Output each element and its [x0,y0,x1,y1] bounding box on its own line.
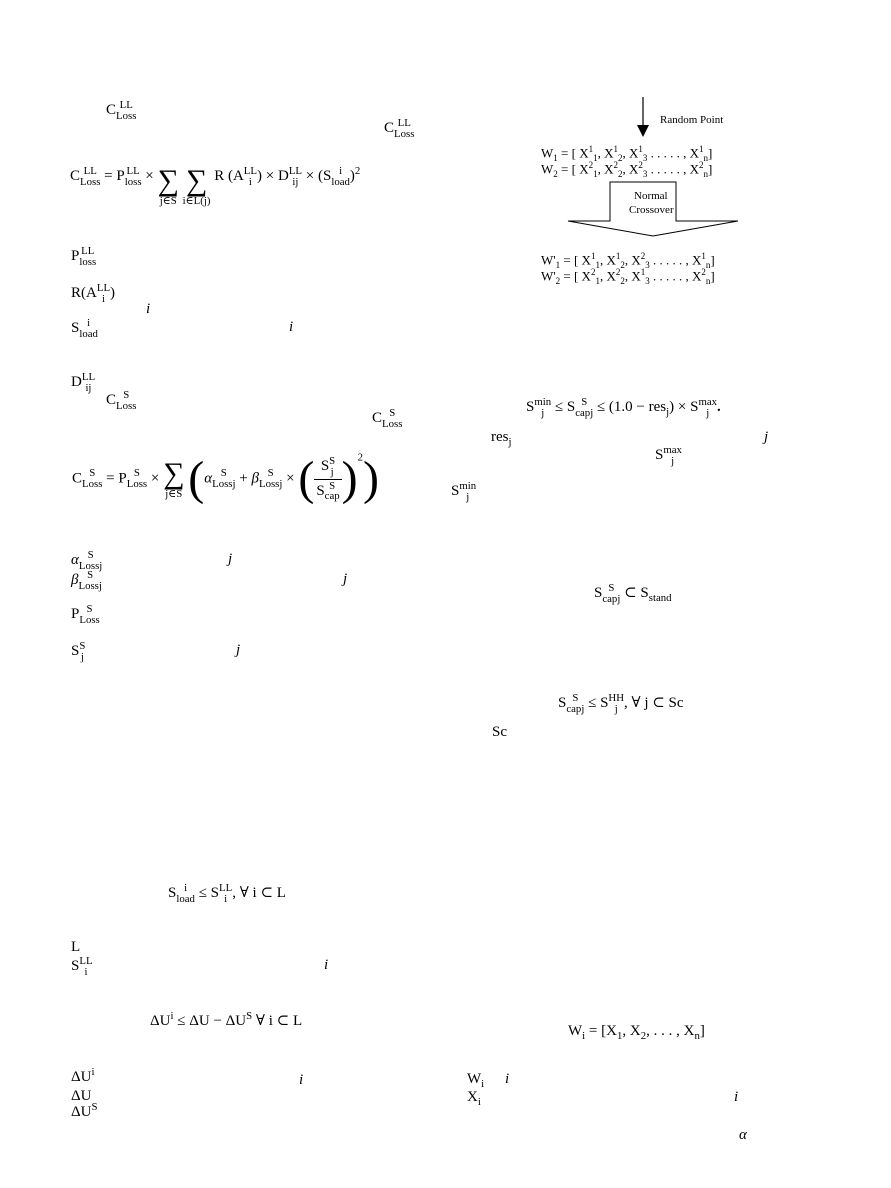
sum-subscript: j∈S [165,487,183,500]
eq-alpha: α [204,470,213,487]
equation-standard-sizes: S S capj ⊂ $S_{stand}$ [594,582,672,605]
eq-r: R [214,168,225,185]
s-letter: S [71,958,80,975]
chromosome-w1: $W_1$ = [ $X^1_1$, $X^1_2$, $X^1_3$ . . . . . , $X^1_n$] [541,144,713,163]
c-letter: C [372,410,383,427]
p-letter: P [71,248,80,265]
eq-s: S [526,399,535,416]
s-i-load-symbol: S i load [71,317,98,340]
d-ll-ij-symbol: D LL ij [71,371,96,394]
equation-chromosome: $W_i = [X_1$, $X_2$, . . . , $X_n$] [568,1023,705,1042]
eq-forall: , ∀ j ⊂ Sc [624,695,684,712]
eq-s: S [322,168,332,185]
frac-num: S [320,458,330,475]
eq-times: × [286,470,295,487]
eq-x2: , X [622,1023,641,1039]
eq-power: 2 [354,165,361,178]
equation-c-ll-loss: C LL Loss = P LL loss × ∑ j∈S ∑ i∈L(j) R (A LL i ) × D LL ij × (S i load )$^2$ [70,164,361,207]
chromosome-w2: $W_2$ = [ $X^2_1$, $X^2_2$, $X^2_3$ . . . . . , $X^2_n$] [541,160,713,179]
s-letter: S [71,320,80,337]
du-text: ΔU [71,1069,92,1085]
x-letter: X [467,1089,478,1105]
p-letter: P [71,606,80,623]
alpha-letter: α [71,552,79,569]
eq-power: 2 [357,451,364,464]
random-point-label: Random Point [660,114,724,126]
equation-delta-u: $\Delta U^i \le \Delta U - \Delta U^S$ ∀ i ⊂ L [150,1010,303,1029]
sum-subscript: j∈S [159,195,177,207]
i-variable-4: i [299,1072,304,1088]
i-variable-1: i [146,301,151,317]
s-letter: S [71,643,80,660]
s-letter: S [451,483,460,500]
s-letter: S [655,447,664,464]
w-i-symbol: $W_i$ [467,1071,485,1090]
eq-times: × [265,168,275,185]
eq-leq-res: ≤ (1.0 − res [596,399,667,416]
c-s-loss-symbol-2: C S Loss [372,407,403,430]
eq-s: S [558,695,567,712]
x-i-symbol: $X_i$ [467,1089,481,1108]
p-ll-loss-symbol: P LL loss [71,245,97,268]
eq-a: A [232,168,244,185]
c-s-loss-symbol-1: C S Loss [106,389,137,412]
eq-forall: , ∀ i ⊂ L [232,885,286,902]
eq-s: S [566,399,576,416]
chromosome-w1-prime: $W'_1$ = [ $X^1_1$, $X^1_2$, $X^2_3$ . . . . . , $X^1_n$] [541,251,715,270]
w-letter: W' [541,252,556,268]
delta-u-symbol: ΔU [71,1088,92,1104]
delta-u-s-symbol: $\Delta U^S$ [71,1101,98,1120]
eq-w: W [568,1023,583,1039]
eq-d: D [277,168,289,185]
eq-equals: = [104,168,113,185]
c-ll-loss-symbol-2: C LL Loss [384,117,415,140]
beta-loss-symbol: β S Lossj [71,569,102,592]
eq-dots: , . . . , X [646,1023,695,1039]
r-a-symbol: R(A LL i ) [71,282,116,305]
eq-leq: ≤ [554,399,564,416]
normal-label: Normal [634,190,668,202]
eq-close: ] [699,1023,705,1039]
i-variable-6: i [734,1089,739,1105]
w-letter: W' [541,268,556,284]
du-text: ΔU [71,1104,92,1120]
eq-times: × [305,168,315,185]
eq-du: ΔU [150,1013,171,1029]
res-text: res [491,429,509,445]
frac-den: S [316,482,325,499]
eq-close: ) × S [669,399,699,416]
j-variable-3: j [236,642,241,658]
eq-forall: ∀ i ⊂ L [252,1013,303,1029]
eq-leq: ≤ [588,695,597,712]
eq-s: S [594,585,603,602]
eq-s: S [210,885,220,902]
p-s-loss-symbol: P S Loss [71,603,100,626]
r-a-close: ) [110,285,116,302]
sum-symbol: ∑ [163,456,185,490]
i-variable-5: i [505,1071,510,1087]
equation-s-load-limit: S i load ≤ S LL i , ∀ i ⊂ L [168,882,286,905]
eq-c: C [70,168,81,185]
i-variable-2: i [289,319,294,335]
eq-equals: = [106,470,115,487]
w-letter: W [467,1071,482,1087]
sc-symbol: Sc [492,724,507,740]
s-max-j-symbol: S max j [655,444,682,467]
delta-u-i-symbol: $\Delta U^i$ [71,1066,95,1085]
sum-symbol: ∑ [157,164,179,197]
eq-times: × [145,168,154,185]
eq-s: S [640,585,649,602]
sum-symbol: ∑ [185,164,208,197]
chromosome-w2-prime: $W'_2$ = [ $X^2_1$, $X^2_2$, $X^1_3$ . . . . . , $X^2_n$] [541,267,715,286]
equation-capacity-limit: S min j ≤ S S capj ≤ (1.0 − res$_j$) × S max j . [526,396,721,419]
l-symbol: L [71,939,81,955]
eq-c: C [72,470,83,487]
eq-leq: ≤ [198,885,207,902]
c-ll-loss-symbol-1: C LL Loss [106,99,137,122]
s-ll-i-symbol: S LL i [71,955,93,978]
eq-dot: . [717,399,721,416]
beta-letter: β [71,572,79,589]
res-j-symbol: res$_j$ [491,429,512,448]
j-variable-1: j [228,551,233,567]
eq-beta: β [251,470,259,487]
eq-subset: ⊂ [624,585,637,602]
sum-subscript: i∈L(j) [182,195,211,207]
eq-s: S [600,695,609,712]
c-letter: C [106,102,117,119]
c-letter: C [106,392,117,409]
equation-hh-limit: S S capj ≤ S HH j , ∀ j ⊂ Sc [558,692,684,715]
eq-s: S [168,885,177,902]
r-a-text: R(A [71,285,97,302]
eq-p: P [118,470,127,487]
crossover-label: Crossover [629,204,674,216]
eq-times: × [150,470,160,487]
i-variable-3: i [324,957,329,973]
eq-p: P [116,168,125,185]
j-variable-2: j [343,571,348,587]
eq-leq-du: ≤ ΔU − ΔU [177,1013,247,1029]
c-letter: C [384,120,395,137]
j-variable-4: j [764,429,769,445]
w-letter: W [541,145,554,161]
equation-c-s-loss: C S Loss = P S Loss × ∑ j∈S (α S Lossj + β S Lossj × ( S S j S S cap )$^2$) [72,451,380,505]
eq-equals: = [X [588,1023,617,1039]
w-letter: W [541,161,554,177]
alpha-variable: α [739,1127,747,1143]
random-point-arrow-head [637,125,649,137]
s-s-j-symbol: S S j [71,640,86,663]
eq-plus: + [239,470,248,487]
d-letter: D [71,374,82,391]
alpha-loss-symbol: α S Lossj [71,549,103,572]
s-min-j-symbol: S min j [451,480,477,503]
